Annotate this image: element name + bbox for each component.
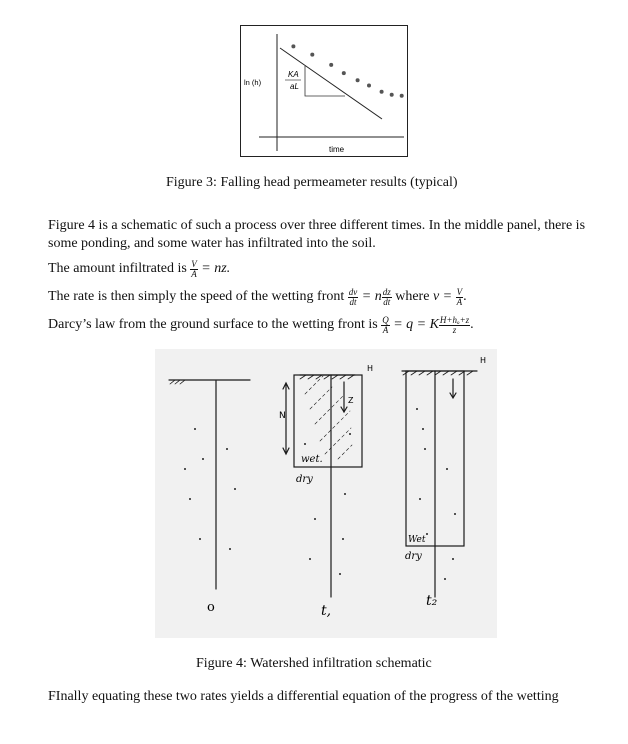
- rate-text: The rate is then simply the speed of the wetting front: [48, 289, 345, 304]
- figure-4-svg: [155, 349, 497, 638]
- time-label-2: t₂: [426, 593, 438, 609]
- data-point: [291, 44, 295, 48]
- paragraph-darcy: Darcy’s law from the ground surface to the wetting front is $\frac{Q}{A}$ = q = K $\frac{\text{H+hₒ+z}}{z}$ .: [48, 315, 474, 335]
- dry-label-2: dry: [405, 551, 422, 562]
- paragraph-amount-infiltrated: [48, 260, 608, 279]
- fraction-v-a-2: $\frac{V}{A}$: [456, 287, 463, 307]
- where-text: where: [395, 289, 430, 304]
- figure-4-caption: Figure 4: Watershed infiltration schematic: [196, 656, 432, 671]
- paragraph-figure4-intro: Figure 4 is a schematic of such a process over three different times. In the middle panel, there is some ponding, and some water has infiltrated into the soil.: [48, 218, 586, 251]
- time-label-0: o: [207, 600, 215, 615]
- x-axis-label: time: [329, 145, 345, 154]
- wet-label-1: wet.: [301, 454, 323, 465]
- fraction-q-a: $\frac{Q}{A}$: [382, 315, 389, 335]
- wet-label-2: Wet: [408, 535, 426, 545]
- figure-4-sketch: [155, 349, 497, 638]
- figure-3-caption: Figure 3: Falling head permeameter results (typical): [166, 175, 458, 190]
- data-points: [291, 44, 403, 97]
- data-point: [356, 78, 360, 82]
- equation-n: = n: [361, 289, 382, 304]
- y-axis-label: ln (h): [244, 78, 262, 87]
- slope-num: KA: [288, 70, 299, 79]
- equation-q-k: = q = K: [393, 317, 439, 332]
- data-point: [390, 93, 394, 97]
- amount-infiltrated-text: The amount infiltrated is: [48, 261, 187, 276]
- fraction-dz-dt: $\frac{dz}{dt}$: [382, 287, 391, 307]
- fraction-v-over-a: $\frac{V}{A}$: [191, 259, 197, 279]
- h-label-1: H: [367, 364, 374, 373]
- z-label-side: N: [279, 411, 286, 421]
- data-point: [367, 84, 371, 88]
- data-point: [400, 94, 404, 98]
- slope-den: aL: [290, 82, 299, 91]
- data-point: [310, 53, 314, 57]
- time-label-1: t,: [321, 603, 332, 619]
- paragraph-final: FInally equating these two rates yields a differential equation of the progress of the wetting: [48, 689, 559, 704]
- darcy-text: Darcy’s law from the ground surface to the wetting front is: [48, 317, 378, 332]
- data-point: [329, 63, 333, 67]
- fraction-h-z: $\frac{\text{H+hₒ+z}}{z}$: [439, 315, 470, 335]
- figure-3-svg: [241, 26, 407, 156]
- paragraph-rate: The rate is then simply the speed of the wetting front $\frac{dv}{dt}$ = n $\frac{dz}{dt}$ where v = $\frac{V}{A}$ .: [48, 287, 467, 307]
- figure-3-plot: [240, 25, 408, 157]
- data-point: [342, 71, 346, 75]
- fraction-dv-dt: $\frac{dv}{dt}$: [348, 287, 358, 307]
- data-point: [380, 90, 384, 94]
- dry-label-1: dry: [296, 474, 313, 485]
- h-label-2: H: [480, 356, 487, 365]
- equation-nz: = nz.: [201, 261, 231, 276]
- equation-v: v =: [432, 289, 453, 304]
- z-label-1: Z: [348, 396, 354, 405]
- slope-triangle: [305, 66, 345, 96]
